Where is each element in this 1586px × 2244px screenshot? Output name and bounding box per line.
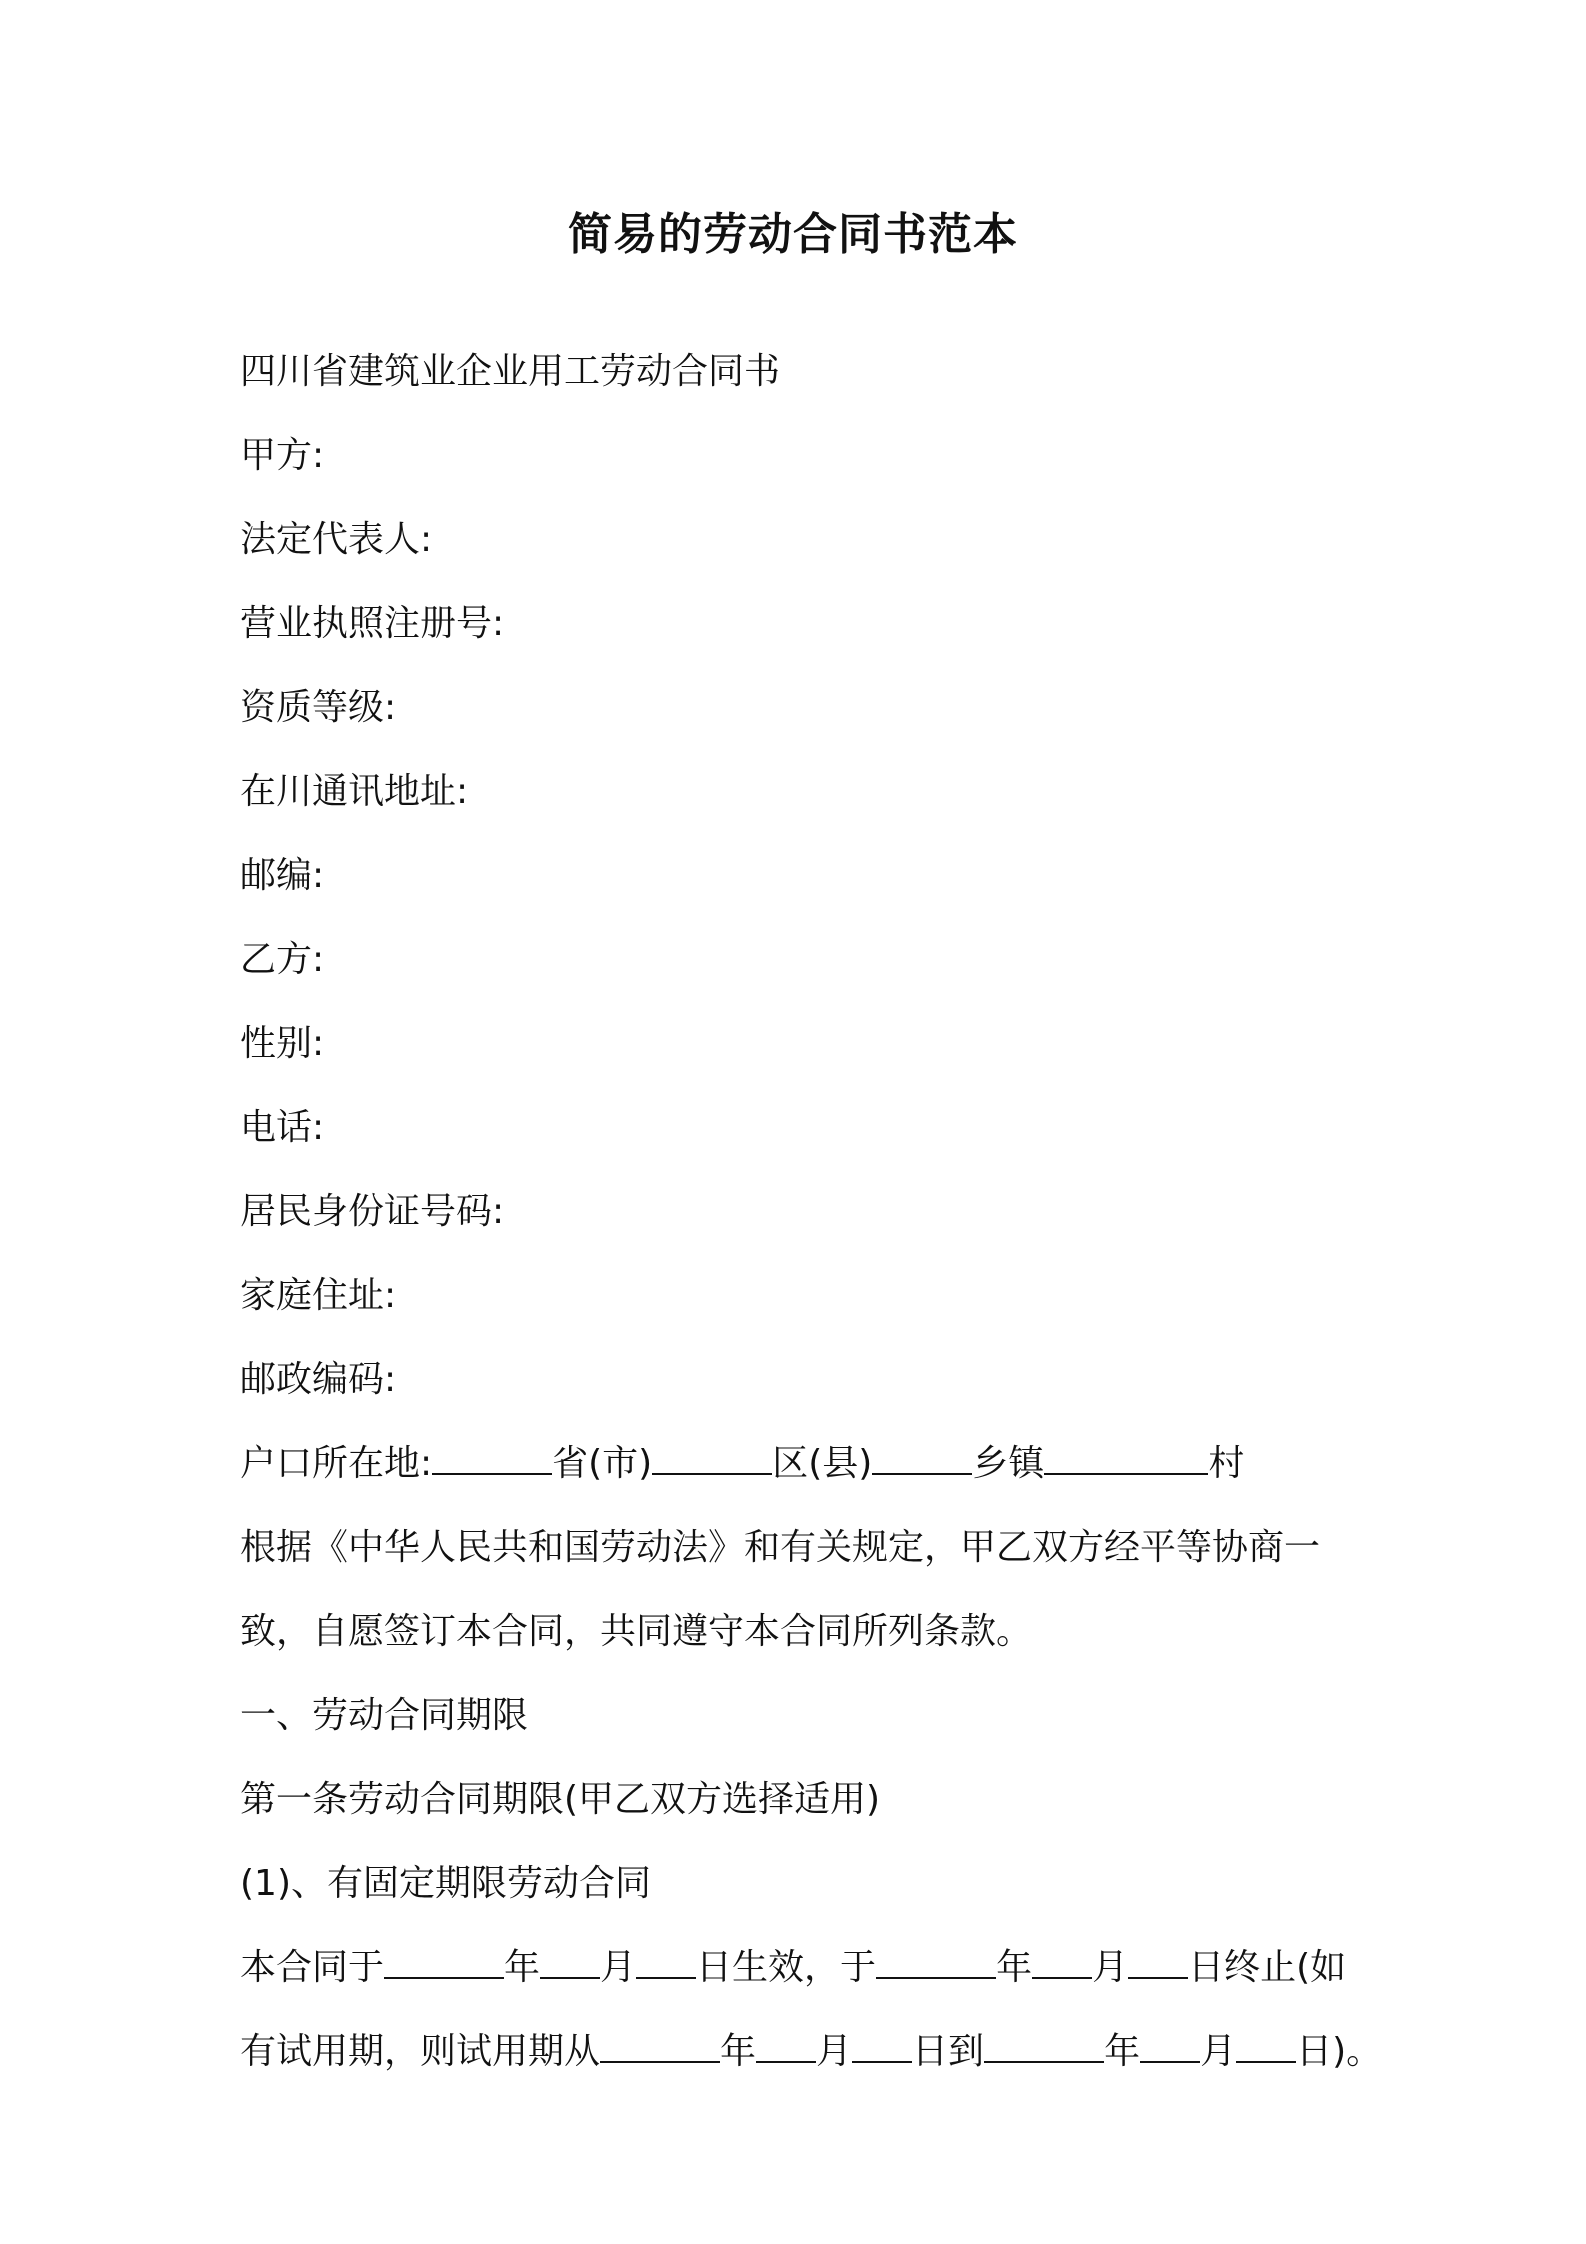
prob-start-day-blank: [852, 2031, 912, 2063]
prob-end-day-blank: [1236, 2031, 1296, 2063]
start-month-blank: [540, 1947, 600, 1979]
province-label: 省(市): [552, 1443, 653, 1484]
month-label: 月: [600, 1947, 637, 1988]
article-heading: 第一条劳动合同期限(甲乙双方选择适用): [240, 1779, 881, 1820]
month-label: 月: [816, 2031, 853, 2072]
postal-code-field: 邮政编码:: [240, 1359, 397, 1400]
party-a-label: 甲方:: [240, 435, 325, 476]
effective-label: 日生效，于: [696, 1947, 877, 1988]
year-label: 年: [996, 1947, 1033, 1988]
term-start-prefix: 本合同于: [240, 1947, 385, 1988]
year-label: 年: [504, 1947, 541, 1988]
end-label: 日)。: [1296, 2031, 1383, 2072]
home-address-field: 家庭住址:: [240, 1275, 397, 1316]
end-day-blank: [1128, 1947, 1188, 1979]
document-title: 简易的劳动合同书范本: [568, 209, 1018, 260]
province-blank: [432, 1443, 552, 1475]
day-to-label: 日到: [912, 2031, 985, 2072]
section-heading: 一、劳动合同期限: [240, 1695, 529, 1736]
hukou-label: 户口所在地:: [240, 1443, 433, 1484]
year-label: 年: [1104, 2031, 1141, 2072]
town-blank: [872, 1443, 972, 1475]
phone-field: 电话:: [240, 1107, 325, 1148]
subtitle: 四川省建筑业企业用工劳动合同书: [240, 351, 781, 392]
start-year-blank: [384, 1947, 504, 1979]
year-label: 年: [720, 2031, 757, 2072]
item-heading: (1)、有固定期限劳动合同: [240, 1863, 651, 1904]
qualification-field: 资质等级:: [240, 687, 397, 728]
prob-end-year-blank: [984, 2031, 1104, 2063]
hukou-line: [240, 1422, 1380, 1506]
prob-start-year-blank: [600, 2031, 720, 2063]
start-day-blank: [636, 1947, 696, 1979]
legal-rep-field: 法定代表人:: [240, 519, 433, 560]
district-blank: [652, 1443, 772, 1475]
preamble-line-2: 致，自愿签订本合同，共同遵守本合同所列条款。: [240, 1611, 1033, 1652]
prob-end-month-blank: [1140, 2031, 1200, 2063]
district-label: 区(县): [772, 1443, 873, 1484]
address-field: 在川通讯地址:: [240, 771, 469, 812]
id-no-field: 居民身份证号码:: [240, 1191, 505, 1232]
term-line-2: [240, 2010, 1383, 2094]
probation-prefix: 有试用期，则试用期从: [240, 2031, 601, 2072]
license-no-field: 营业执照注册号:: [240, 603, 505, 644]
village-label: 村: [1208, 1443, 1245, 1484]
term-line-1: [240, 1926, 1380, 2010]
month-label: 月: [1200, 2031, 1237, 2072]
party-b-label: 乙方:: [240, 939, 325, 980]
end-year-blank: [876, 1947, 996, 1979]
postcode-field: 邮编:: [240, 855, 325, 896]
town-label: 乡镇: [972, 1443, 1045, 1484]
document-body: [240, 330, 1383, 2094]
preamble-line-1: 根据《中华人民共和国劳动法》和有关规定，甲乙双方经平等协商一: [240, 1527, 1321, 1568]
prob-start-month-blank: [756, 2031, 816, 2063]
gender-field: 性别:: [240, 1023, 325, 1064]
terminate-label: 日终止(如: [1188, 1947, 1347, 1988]
month-label: 月: [1092, 1947, 1129, 1988]
end-month-blank: [1032, 1947, 1092, 1979]
village-blank: [1044, 1443, 1208, 1475]
